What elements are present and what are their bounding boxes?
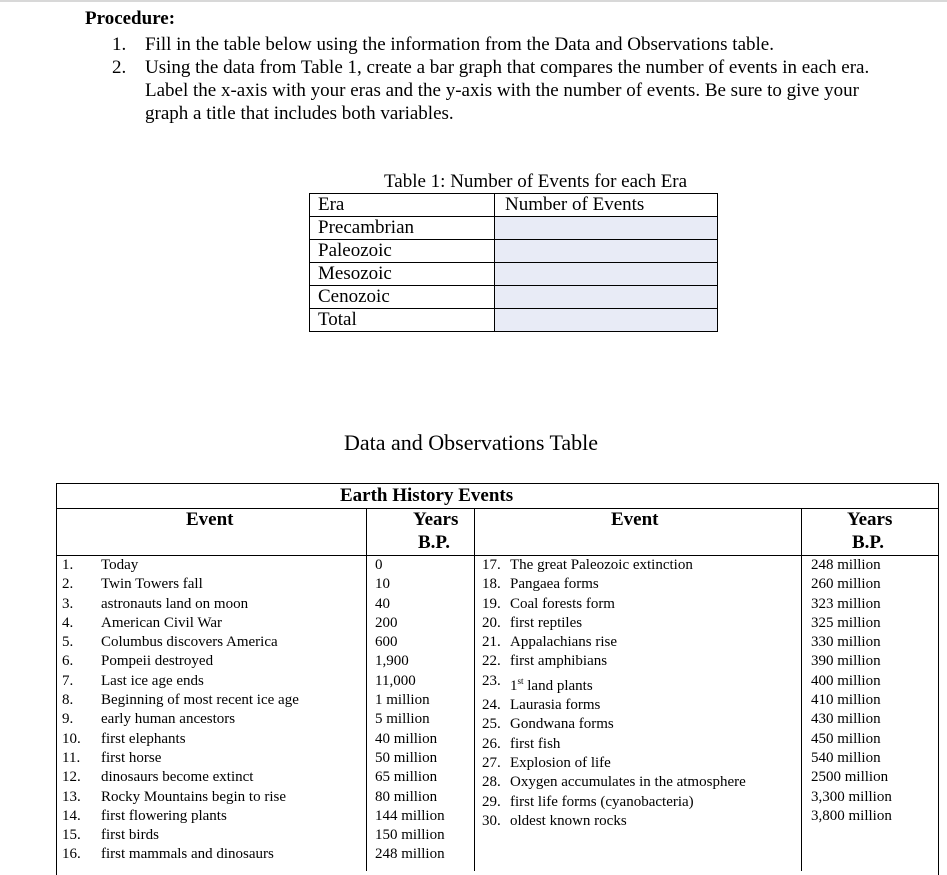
table-header-row <box>310 194 718 217</box>
event-number: 7. <box>62 672 74 689</box>
years-value: 450 million <box>811 730 881 747</box>
list-item <box>62 614 299 633</box>
years-value: 400 million <box>811 672 881 689</box>
years-value: 5 million <box>375 711 430 728</box>
list-item <box>482 672 746 696</box>
event-name: American Civil War <box>101 614 222 631</box>
column-divider <box>801 508 802 871</box>
event-name: Today <box>101 557 139 573</box>
years-list-left <box>375 556 445 865</box>
list-item <box>62 826 299 845</box>
list-item <box>482 754 746 773</box>
event-number: 25. <box>482 716 501 733</box>
event-ordinal: 1 <box>510 677 518 694</box>
years-value: 11,000 <box>375 672 416 689</box>
procedure-heading: Procedure: <box>85 8 176 29</box>
event-name: first flowering plants <box>101 807 227 824</box>
years-value: 65 million <box>375 769 438 786</box>
event-name: astronauts land on moon <box>101 595 249 612</box>
years-value: 330 million <box>811 634 881 651</box>
column-header-bp: B.P. <box>852 532 885 553</box>
event-name: Laurasia forms <box>510 697 601 714</box>
event-number: 5. <box>62 634 74 651</box>
event-number: 29. <box>482 793 501 810</box>
event-number: 26. <box>482 735 501 752</box>
event-number: 13. <box>62 788 81 805</box>
events-input-cell[interactable] <box>495 263 718 286</box>
events-input-cell[interactable] <box>495 217 718 240</box>
table-row <box>310 263 718 286</box>
event-name: first fish <box>510 735 561 752</box>
event-number: 30. <box>482 812 501 829</box>
column-header-years: Years <box>413 509 459 530</box>
table1-era-events <box>309 193 718 332</box>
years-value: 80 million <box>375 788 438 805</box>
list-item <box>62 691 299 710</box>
event-number: 1. <box>62 557 74 573</box>
years-value: 0 <box>375 557 383 573</box>
event-number: 22. <box>482 653 501 670</box>
table1-caption: Table 1: Number of Events for each Era <box>384 171 688 192</box>
event-name: first mammals and dinosaurs <box>101 846 274 863</box>
column-header-event: Event <box>611 509 659 530</box>
years-value: 410 million <box>811 692 881 709</box>
years-value: 40 <box>375 595 390 612</box>
event-number: 14. <box>62 807 81 824</box>
years-value: 3,800 million <box>811 807 892 824</box>
list-item <box>62 595 299 614</box>
event-number: 28. <box>482 774 501 791</box>
procedure-steps <box>112 33 892 125</box>
list-item <box>482 696 746 715</box>
table-row <box>310 217 718 240</box>
years-value: 1,900 <box>375 653 409 670</box>
list-item <box>482 793 746 812</box>
event-name <box>510 675 593 694</box>
years-value: 3,300 million <box>811 788 892 805</box>
list-item <box>62 788 299 807</box>
years-value: 40 million <box>375 730 438 747</box>
event-name: early human ancestors <box>101 711 236 728</box>
years-value: 10 <box>375 576 390 593</box>
event-number: 12. <box>62 769 81 786</box>
list-item <box>62 845 299 864</box>
step-text: Using the data from Table 1, create a bar graph that compares the number of events in each era. Label the x-axis with your eras and the y-axis with the number of events. Be sure to give your graph a title that includes both variables. <box>145 57 870 124</box>
step-number: 2. <box>112 57 127 78</box>
event-number: 20. <box>482 614 501 631</box>
event-name: Last ice age ends <box>101 672 204 689</box>
column-divider <box>474 508 475 871</box>
years-value: 390 million <box>811 653 881 670</box>
event-number: 3. <box>62 595 74 612</box>
step-number: 1. <box>112 34 127 55</box>
era-name: Paleozoic <box>310 240 495 263</box>
list-item <box>62 556 299 575</box>
observations-title: Data and Observations Table <box>344 430 599 455</box>
event-number: 15. <box>62 827 81 844</box>
event-name: first life forms (cyanobacteria) <box>510 793 694 810</box>
events-input-cell[interactable] <box>495 309 718 332</box>
years-value: 600 <box>375 634 398 651</box>
list-item <box>62 633 299 652</box>
event-name: Gondwana forms <box>510 716 614 733</box>
event-number: 17. <box>482 557 501 573</box>
event-name: Coal forests form <box>510 595 615 612</box>
years-value: 323 million <box>811 595 881 612</box>
column-divider <box>366 508 367 871</box>
list-item <box>482 812 746 831</box>
event-name: first reptiles <box>510 614 583 631</box>
years-value: 248 million <box>375 846 445 863</box>
header-era: Era <box>310 194 495 217</box>
event-number: 11. <box>62 749 81 766</box>
list-item <box>482 575 746 594</box>
table-row <box>310 309 718 332</box>
header-number-of-events: Number of Events <box>495 194 718 217</box>
event-name: oldest known rocks <box>510 812 627 829</box>
event-name: Oxygen accumulates in the atmosphere <box>510 774 746 791</box>
list-item <box>482 715 746 734</box>
procedure-step <box>112 33 892 56</box>
era-name: Mesozoic <box>310 263 495 286</box>
event-name: Rocky Mountains begin to rise <box>101 788 286 805</box>
event-name: Columbus discovers America <box>101 634 278 651</box>
event-name: Beginning of most recent ice age <box>101 692 299 709</box>
column-header-bp: B.P. <box>418 532 451 553</box>
years-value: 2500 million <box>811 769 889 786</box>
years-value: 325 million <box>811 614 881 631</box>
event-list-right <box>482 556 746 831</box>
years-value: 430 million <box>811 711 881 728</box>
events-input-cell[interactable] <box>495 286 718 309</box>
table-row <box>310 286 718 309</box>
ordinal-suffix: st <box>517 675 524 686</box>
event-name: first horse <box>101 749 162 766</box>
list-item <box>62 749 299 768</box>
event-number: 16. <box>62 846 81 863</box>
page-top-border <box>0 0 947 2</box>
event-number: 21. <box>482 634 501 651</box>
era-name: Cenozoic <box>310 286 495 309</box>
list-item <box>482 652 746 671</box>
event-name: Appalachians rise <box>510 634 618 651</box>
event-name: Pompeii destroyed <box>101 653 214 670</box>
event-number: 4. <box>62 614 74 631</box>
event-name: first amphibians <box>510 653 608 670</box>
list-item <box>482 614 746 633</box>
list-item <box>62 807 299 826</box>
event-name: Explosion of life <box>510 754 611 771</box>
event-list-left <box>62 556 299 865</box>
event-number: 18. <box>482 576 501 593</box>
event-number: 27. <box>482 754 501 771</box>
years-value: 248 million <box>811 557 881 573</box>
event-name: first birds <box>101 827 159 844</box>
years-value: 144 million <box>375 807 445 824</box>
event-name: dinosaurs become extinct <box>101 769 254 786</box>
era-name: Precambrian <box>310 217 495 240</box>
list-item <box>62 730 299 749</box>
years-list-right <box>811 556 892 826</box>
column-header-event: Event <box>186 509 234 530</box>
event-number: 19. <box>482 595 501 612</box>
list-item <box>482 633 746 652</box>
event-number: 2. <box>62 576 74 593</box>
list-item <box>482 556 746 575</box>
event-number: 24. <box>482 697 501 714</box>
event-number: 23. <box>482 672 501 689</box>
procedure-step <box>112 56 892 125</box>
event-number: 10. <box>62 730 81 747</box>
earth-history-subtitle: Earth History Events <box>340 485 514 506</box>
years-value: 540 million <box>811 749 881 766</box>
list-item <box>62 575 299 594</box>
era-name: Total <box>310 309 495 332</box>
step-text: Fill in the table below using the information from the Data and Observations table. <box>145 34 774 55</box>
column-header-years: Years <box>847 509 893 530</box>
event-name: first elephants <box>101 730 186 747</box>
event-text: land plants <box>523 677 593 694</box>
years-value: 50 million <box>375 749 438 766</box>
list-item <box>482 735 746 754</box>
event-name: Twin Towers fall <box>101 576 203 593</box>
event-number: 6. <box>62 653 74 670</box>
list-item <box>482 595 746 614</box>
years-value: 150 million <box>375 827 445 844</box>
events-input-cell[interactable] <box>495 240 718 263</box>
years-value: 260 million <box>811 576 881 593</box>
list-item <box>62 672 299 691</box>
event-name: Pangaea forms <box>510 576 599 593</box>
years-value: 1 million <box>375 692 430 709</box>
list-item <box>62 710 299 729</box>
event-name: The great Paleozoic extinction <box>510 557 693 573</box>
years-value: 200 <box>375 614 398 631</box>
event-number: 9. <box>62 711 74 728</box>
list-item <box>62 652 299 671</box>
list-item <box>482 773 746 792</box>
table-row <box>310 240 718 263</box>
event-number: 8. <box>62 692 74 709</box>
list-item <box>62 768 299 787</box>
